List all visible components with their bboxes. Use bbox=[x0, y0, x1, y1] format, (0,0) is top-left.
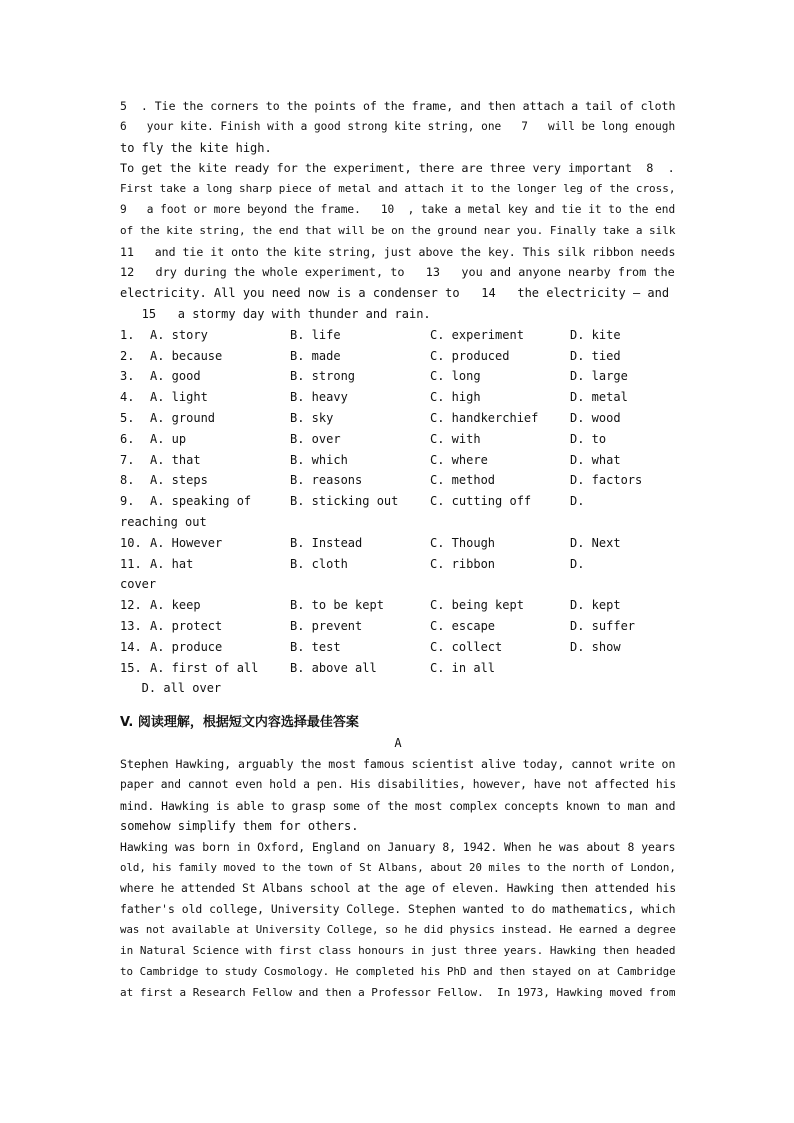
option-a[interactable]: A. because bbox=[150, 348, 223, 363]
option-c[interactable]: C. with bbox=[430, 431, 481, 446]
option-c[interactable]: C. Though bbox=[430, 535, 496, 550]
option-a[interactable]: A. up bbox=[150, 431, 187, 446]
option-b[interactable]: B. life bbox=[290, 327, 341, 342]
question-row bbox=[120, 325, 676, 346]
question-row bbox=[120, 616, 676, 637]
option-d[interactable]: D. kite bbox=[570, 327, 621, 342]
option-b[interactable]: B. sky bbox=[290, 410, 334, 425]
option-c[interactable]: C. collect bbox=[430, 639, 503, 654]
option-b[interactable]: B. Instead bbox=[290, 535, 363, 550]
cloze-line: To get the kite ready for the experiment, there are three very important 8 . bbox=[120, 161, 675, 176]
reading-passage bbox=[120, 754, 676, 1004]
question-number: 3. bbox=[120, 369, 135, 384]
question-row bbox=[120, 366, 676, 387]
option-b[interactable]: B. cloth bbox=[290, 556, 348, 571]
section-title: V. 阅读理解，根据短文内容选择最佳答案 bbox=[120, 715, 359, 731]
option-a[interactable]: A. story bbox=[150, 327, 208, 342]
option-d[interactable]: D. factors bbox=[570, 473, 643, 488]
cloze-line: 12 dry during the whole experiment, to 13 you and anyone nearby from the bbox=[120, 265, 675, 280]
cloze-line: 9 a foot or more beyond the frame. 10 , take a metal key and tie it to the end bbox=[120, 202, 676, 216]
option-b[interactable]: B. reasons bbox=[290, 473, 363, 488]
cloze-line: 5 . Tie the corners to the points of the frame, and then attach a tail of cloth bbox=[120, 99, 676, 113]
option-c[interactable]: C. produced bbox=[430, 348, 510, 363]
question-row bbox=[120, 450, 676, 471]
option-a[interactable]: A. produce bbox=[150, 639, 223, 654]
question-row bbox=[120, 658, 676, 679]
option-a[interactable]: A. However bbox=[150, 535, 223, 550]
option-b[interactable]: B. heavy bbox=[290, 390, 348, 405]
question-number: 6. bbox=[120, 431, 135, 446]
cloze-line: 15 a stormy day with thunder and rain. bbox=[120, 306, 431, 321]
option-a[interactable]: A. hat bbox=[150, 556, 194, 571]
option-c[interactable]: C. long bbox=[430, 369, 481, 384]
option-b[interactable]: B. strong bbox=[290, 369, 356, 384]
cloze-line: to fly the kite high. bbox=[120, 140, 272, 155]
question-number: 1. bbox=[120, 327, 135, 342]
question-row bbox=[120, 491, 676, 512]
option-d[interactable]: D. show bbox=[570, 639, 621, 654]
question-row bbox=[120, 554, 676, 575]
option-c[interactable]: C. high bbox=[430, 390, 481, 405]
question-row bbox=[120, 387, 676, 408]
question-number: 15. bbox=[120, 660, 142, 675]
option-b[interactable]: B. above all bbox=[290, 660, 377, 675]
question-list bbox=[120, 325, 676, 699]
document-page bbox=[120, 96, 676, 1003]
question-number: 8. bbox=[120, 473, 135, 488]
question-row bbox=[120, 346, 676, 367]
passage-label: A bbox=[394, 736, 402, 751]
cloze-line: of the kite string, the end that will be on the ground near you. Finally take a silk bbox=[120, 223, 676, 237]
option-a[interactable]: A. light bbox=[150, 390, 208, 405]
reading-line: paper and cannot even hold a pen. His disabilities, however, have not affected his bbox=[120, 777, 676, 791]
option-c[interactable]: C. cutting off bbox=[430, 494, 532, 509]
reading-line: Hawking was born in Oxford, England on January 8, 1942. When he was about 8 years bbox=[120, 840, 676, 855]
option-a[interactable]: A. that bbox=[150, 452, 201, 467]
reading-line: was not available at University College, so he did physics instead. He earned a degree bbox=[120, 923, 676, 937]
option-d-wrapped[interactable]: cover bbox=[120, 577, 157, 592]
question-number: 13. bbox=[120, 618, 142, 633]
cloze-line: 11 and tie it onto the kite string, just above the key. This silk ribbon needs bbox=[120, 244, 676, 259]
option-c[interactable]: C. where bbox=[430, 452, 488, 467]
option-c[interactable]: C. ribbon bbox=[430, 556, 496, 571]
option-d-wrapped[interactable]: D. all over bbox=[120, 681, 222, 696]
question-row bbox=[120, 533, 676, 554]
reading-line: old, his family moved to the town of St Albans, about 20 miles to the north of London, bbox=[120, 860, 676, 874]
option-d[interactable]: D. metal bbox=[570, 390, 628, 405]
option-a[interactable]: A. ground bbox=[150, 410, 216, 425]
question-number: 9. bbox=[120, 494, 135, 509]
option-d[interactable]: D. Next bbox=[570, 535, 621, 550]
option-b[interactable]: B. over bbox=[290, 431, 341, 446]
option-a[interactable]: A. protect bbox=[150, 618, 223, 633]
option-d-wrapped[interactable]: reaching out bbox=[120, 514, 207, 529]
option-c[interactable]: C. escape bbox=[430, 618, 496, 633]
option-a[interactable]: A. speaking of bbox=[150, 494, 252, 509]
option-b[interactable]: B. which bbox=[290, 452, 348, 467]
option-d[interactable]: D. large bbox=[570, 369, 628, 384]
option-d[interactable]: D. bbox=[570, 494, 585, 509]
cloze-line: electricity. All you need now is a condenser to 14 the electricity — and bbox=[120, 286, 670, 301]
option-c[interactable]: C. experiment bbox=[430, 327, 524, 342]
option-c[interactable]: C. method bbox=[430, 473, 496, 488]
question-number: 7. bbox=[120, 452, 135, 467]
reading-line: to Cambridge to study Cosmology. He completed his PhD and then stayed on at Cambridge bbox=[120, 964, 676, 978]
cloze-line: First take a long sharp piece of metal and attach it to the longer leg of the cross, bbox=[120, 182, 676, 196]
reading-line: at first a Research Fellow and then a Professor Fellow. In 1973, Hawking moved from bbox=[120, 985, 676, 999]
reading-line: mind. Hawking is able to grasp some of the most complex concepts known to man and bbox=[120, 798, 676, 813]
question-number: 10. bbox=[120, 535, 142, 550]
option-d[interactable]: D. wood bbox=[570, 410, 621, 425]
question-number: 2. bbox=[120, 348, 135, 363]
option-a[interactable]: A. keep bbox=[150, 598, 201, 613]
question-number: 14. bbox=[120, 639, 142, 654]
reading-line: father's old college, University College. Stephen wanted to do mathematics, which bbox=[120, 902, 676, 917]
option-d[interactable]: D. kept bbox=[570, 598, 621, 613]
question-row bbox=[120, 637, 676, 658]
reading-line: in Natural Science with first class honours in just three years. Hawking then headed bbox=[120, 944, 676, 958]
question-number: 12. bbox=[120, 598, 142, 613]
option-b[interactable]: B. to be kept bbox=[290, 598, 384, 613]
option-b[interactable]: B. prevent bbox=[290, 618, 363, 633]
option-b[interactable]: B. sticking out bbox=[290, 494, 399, 509]
option-d[interactable]: D. tied bbox=[570, 348, 621, 363]
option-a[interactable]: A. first of all bbox=[150, 660, 259, 675]
option-c[interactable]: C. in all bbox=[430, 660, 496, 675]
option-a[interactable]: A. steps bbox=[150, 473, 208, 488]
option-d[interactable]: D. suffer bbox=[570, 618, 636, 633]
option-d[interactable]: D. bbox=[570, 556, 585, 571]
option-c[interactable]: C. being kept bbox=[430, 598, 524, 613]
question-number: 5. bbox=[120, 410, 135, 425]
option-b[interactable]: B. test bbox=[290, 639, 341, 654]
question-row bbox=[120, 595, 676, 616]
reading-line: where he attended St Albans school at the age of eleven. Hawking then attended his bbox=[120, 881, 676, 895]
cloze-line: 6 your kite. Finish with a good strong kite string, one 7 will be long enough bbox=[120, 119, 676, 133]
question-row bbox=[120, 470, 676, 491]
option-b[interactable]: B. made bbox=[290, 348, 341, 363]
option-d[interactable]: D. what bbox=[570, 452, 621, 467]
cloze-passage bbox=[120, 96, 676, 325]
reading-line: Stephen Hawking, arguably the most famous scientist alive today, cannot write on bbox=[120, 756, 676, 771]
option-d[interactable]: D. to bbox=[570, 431, 607, 446]
question-row bbox=[120, 408, 676, 429]
option-c[interactable]: C. handkerchief bbox=[430, 410, 539, 425]
question-number: 11. bbox=[120, 556, 142, 571]
question-number: 4. bbox=[120, 390, 135, 405]
question-row bbox=[120, 429, 676, 450]
reading-line: somehow simplify them for others. bbox=[120, 819, 359, 834]
option-a[interactable]: A. good bbox=[150, 369, 201, 384]
